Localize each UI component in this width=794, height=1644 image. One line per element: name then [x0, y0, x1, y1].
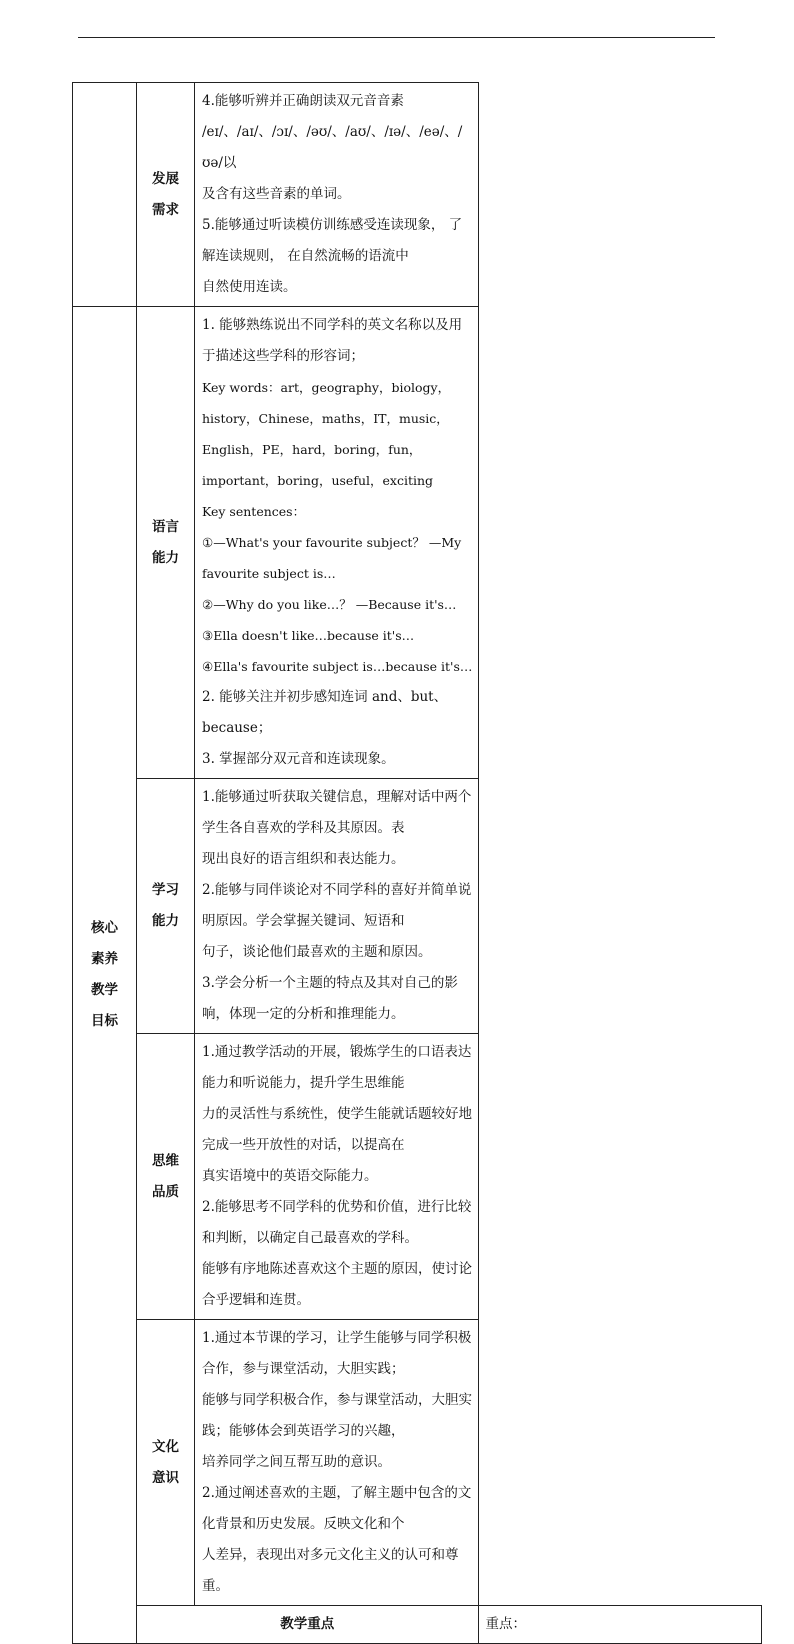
text-line: 现出良好的语言组织和表达能力。 — [202, 851, 405, 867]
key-sentence: ③Ella doesn't like…because it's… — [202, 628, 415, 643]
label-core-literacy-goals: 核心 素养 教学 目标 — [73, 307, 137, 1644]
content-development-needs — [195, 83, 479, 307]
text-line: 3. 掌握部分双元音和连读现象。 — [202, 751, 395, 767]
key-sentence: ②—Why do you like…？ —Because it's… — [202, 597, 457, 612]
content-thinking-quality — [195, 1034, 479, 1320]
label-language-ability: 语言 能力 — [137, 307, 195, 779]
row-cultural-awareness — [73, 1320, 762, 1606]
text-line: 能够有序地陈述喜欢这个主题的原因，使讨论合乎逻辑和连贯。 — [202, 1261, 472, 1308]
row-thinking-quality — [73, 1034, 762, 1320]
content-learning-ability — [195, 779, 479, 1034]
text-line: 句子，谈论他们最喜欢的主题和原因。 — [202, 944, 432, 960]
text-line: 培养同学之间互帮互助的意识。 — [202, 1454, 391, 1470]
key-words-line: Key words：art，geography，biology，history，Chinese，maths，IT，music， — [202, 380, 451, 426]
content-cultural-awareness — [195, 1320, 479, 1606]
key-words-line: English，PE，hard，boring，fun，important，boring，useful，exciting — [202, 442, 434, 488]
empty-cell — [73, 83, 137, 307]
row-development — [73, 83, 762, 307]
text-line: 3.学会分析一个主题的特点及其对自己的影响，体现一定的分析和推理能力。 — [202, 975, 458, 1022]
key-sentence: ④Ella's favourite subject is…because it's… — [202, 659, 473, 674]
text-line: 1.通过本节课的学习，让学生能够与同学积极合作，参与课堂活动，大胆实践； — [202, 1330, 472, 1377]
key-sentences-heading: Key sentences： — [202, 504, 306, 519]
row-language-ability — [73, 307, 762, 779]
label-development-needs: 发展 需求 — [137, 83, 195, 307]
label-thinking-quality: 思维 品质 — [137, 1034, 195, 1320]
text-line: 人差异，表现出对多元文化主义的认可和尊重。 — [202, 1547, 459, 1594]
lesson-objectives-table — [72, 82, 762, 1644]
text-line: 及含有这些音素的单词。 — [202, 186, 351, 202]
label-cultural-awareness: 文化 意识 — [137, 1320, 195, 1606]
text-line: 真实语境中的英语交际能力。 — [202, 1168, 378, 1184]
row-teaching-key-points — [73, 1606, 762, 1644]
label-teaching-key-points: 教学重点 — [137, 1606, 479, 1644]
label-learning-ability: 学习 能力 — [137, 779, 195, 1034]
text-line: 1.通过教学活动的开展，锻炼学生的口语表达能力和听说能力，提升学生思维能 — [202, 1044, 472, 1091]
key-sentence: ①—What's your favourite subject？ —My favourite subject is… — [202, 535, 462, 581]
text-line: 2.通过阐述喜欢的主题，了解主题中包含的文化背景和历史发展。反映文化和个 — [202, 1485, 472, 1532]
row-learning-ability — [73, 779, 762, 1034]
content-language-ability — [195, 307, 479, 779]
text-line: 自然使用连读。 — [202, 279, 297, 295]
text-line: 2.能够与同伴谈论对不同学科的喜好并简单说明原因。学会掌握关键词、短语和 — [202, 882, 472, 929]
text-line: 1.能够通过听获取关键信息，理解对话中两个学生各自喜欢的学科及其原因。表 — [202, 789, 472, 836]
header-rule — [78, 37, 715, 38]
text-line: 能够与同学积极合作，参与课堂活动，大胆实践；能够体会到英语学习的兴趣， — [202, 1392, 472, 1439]
text-line: 1. 能够熟练说出不同学科的英文名称以及用于描述这些学科的形容词； — [202, 317, 463, 364]
text-line: 力的灵活性与系统性，使学生能就话题较好地完成一些开放性的对话，以提高在 — [202, 1106, 472, 1153]
text-line: 2. 能够关注并初步感知连词 and、but、because； — [202, 689, 448, 736]
text-line: 4.能够听辨并正确朗读双元音音素 /eɪ/、/aɪ/、/ɔɪ/、/əʊ/、/aʊ/、/ɪə/、/eə/、/ʊə/以 — [202, 93, 463, 171]
content-teaching-key-points: 重点： — [478, 1606, 762, 1644]
text-line: 5.能够通过听读模仿训练感受连读现象， 了解连读规则， 在自然流畅的语流中 — [202, 217, 463, 264]
text-line: 2.能够思考不同学科的优势和价值，进行比较和判断，以确定自己最喜欢的学科。 — [202, 1199, 472, 1246]
